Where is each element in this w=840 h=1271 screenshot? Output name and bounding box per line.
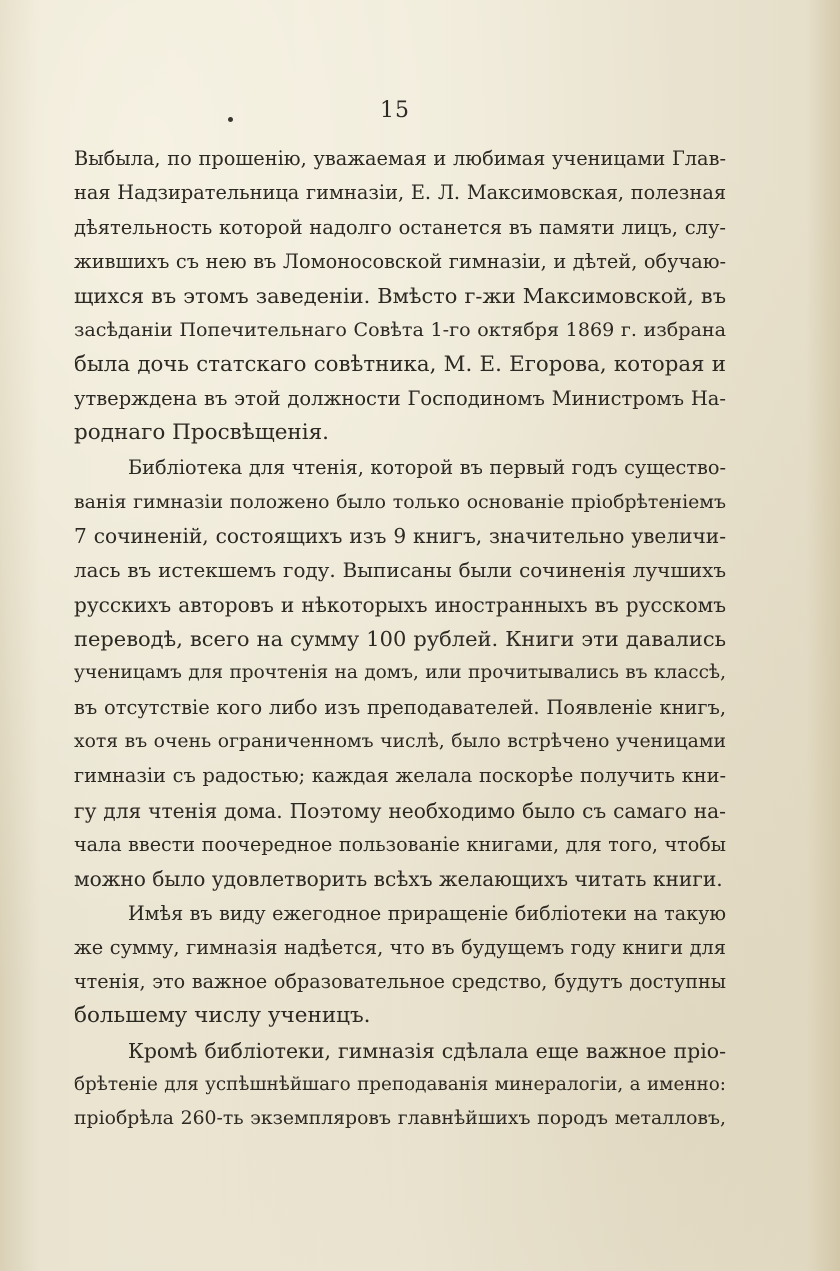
paragraph-4 <box>74 1034 726 1137</box>
text-line: въ отсутствіе кого либо изъ преподавателей. Появленіе книгъ, <box>74 695 726 719</box>
text-line: русскихъ авторовъ и нѣкоторыхъ иностранныхъ въ русскомъ <box>74 592 726 617</box>
text-line: утверждена въ этой должности Господиномъ Министромъ На- <box>74 387 726 411</box>
text-line: чтенія, это важное образовательное средство, будутъ доступны <box>74 970 726 994</box>
text-line: брѣтеніе для успѣшнѣйшаго преподаванія минералогіи, а именно: <box>74 1074 726 1096</box>
paragraph-3 <box>74 897 726 1034</box>
text-line: можно было удовлетворить всѣхъ желающихъ читать книги. <box>74 867 723 892</box>
text-line: большему числу ученицъ. <box>74 1003 371 1029</box>
text-line: переводѣ, всего на сумму 100 рублей. Книги эти давались <box>74 627 726 652</box>
paragraph-2 <box>74 451 726 897</box>
body-text <box>74 142 726 1137</box>
text-line: засѣданіи Попечительнаго Совѣта 1-го октября 1869 г. избрана <box>74 318 726 342</box>
page-number: 15 <box>380 98 410 123</box>
text-line: Кромѣ библіотеки, гимназія сдѣлала еще важное пріо- <box>128 1038 726 1063</box>
text-line: Библіотека для чтенія, которой въ первый годъ существо- <box>128 455 726 479</box>
text-line: Имѣя въ виду ежегодное приращеніе библіотеки на такую <box>128 901 726 925</box>
text-line: щихся въ этомъ заведеніи. Вмѣсто г-жи Максимовской, въ <box>74 284 726 309</box>
text-line: ная Надзирательница гимназіи, Е. Л. Максимовская, полезная <box>74 181 726 205</box>
text-line: чала ввести поочередное пользованіе книгами, для того, чтобы <box>74 832 726 856</box>
text-line: пріобрѣла 260-ть экземпляровъ главнѣйшихъ породъ металловъ, <box>74 1108 726 1130</box>
text-line: же сумму, гимназія надѣется, что въ будущемъ году книги для <box>74 935 726 959</box>
text-line: жившихъ съ нею въ Ломоносовской гимназіи, и дѣтей, обучаю- <box>74 249 726 273</box>
text-line: ванія гимназіи положено было только основаніе пріобрѣтеніемъ <box>74 490 726 513</box>
text-line: лась въ истекшемъ году. Выписаны были сочиненія лучшихъ <box>74 558 726 582</box>
text-line: 7 сочиненій, состоящихъ изъ 9 книгъ, значительно увеличи- <box>74 524 726 549</box>
paragraph-1 <box>74 142 726 451</box>
text-line: Выбыла, по прошенію, уважаемая и любимая ученицами Глав- <box>74 147 726 170</box>
text-line: роднаго Просвѣщенія. <box>74 420 330 446</box>
text-line: была дочь статскаго совѣтника, М. Е. Егорова, которая и <box>74 351 726 377</box>
text-line: ученицамъ для прочтенія на домъ, или прочитывались въ классѣ, <box>74 662 726 684</box>
text-line: хотя въ очень ограниченномъ числѣ, было встрѣчено ученицами <box>74 731 726 753</box>
text-line: гимназіи съ радостью; каждая желала поскорѣе получить кни- <box>74 764 726 788</box>
text-line: гу для чтенія дома. Поэтому необходимо было съ самаго на- <box>74 798 726 823</box>
text-line: дѣятельность которой надолго останется въ памяти лицъ, слу- <box>74 215 726 239</box>
